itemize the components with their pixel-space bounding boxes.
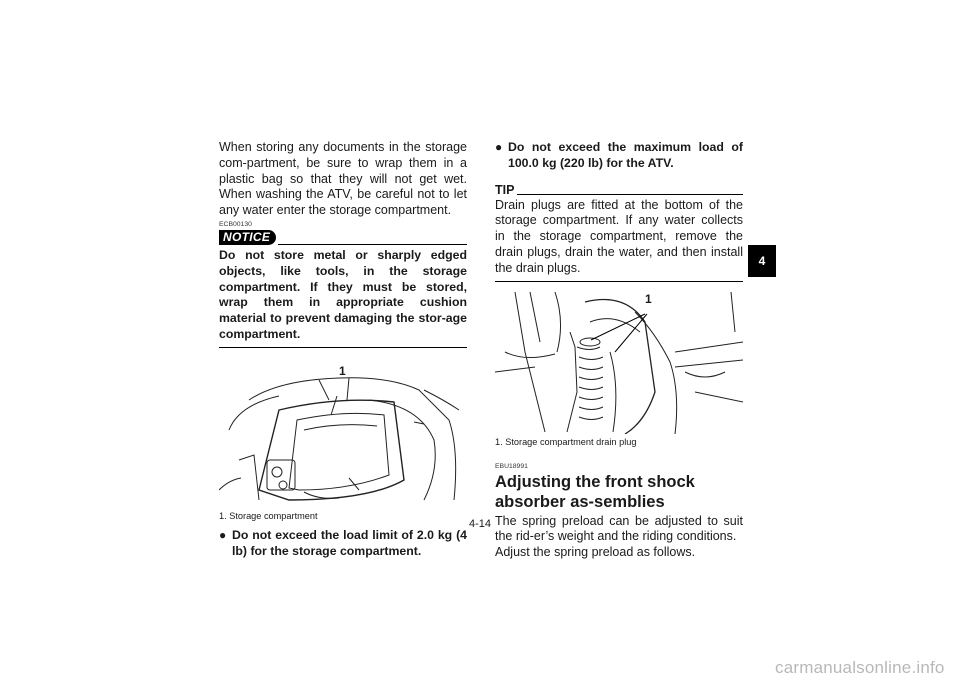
load-limit-text: Do not exceed the load limit of 2.0 kg (4 lb) for the storage compartment. [232,527,467,558]
chapter-tab: 4 [748,245,776,277]
figure-callout-1: 1 [339,363,346,378]
right-column [495,140,743,561]
page-number: 4-14 [468,518,492,530]
notice-rule [278,244,467,245]
figure-caption: 1. Storage compartment [219,510,318,521]
section-title: Adjusting the front shock absorber as-semblies [495,472,695,511]
notice-text: Do not store metal or sharply edged objects, like tools, in the storage compartment. If they must be stored, wrap them in appropriate cushion material to prevent damaging the stor-age compartment. [219,248,467,348]
load-limit-bullet [219,528,467,560]
watermark: carmanualsonline.info [775,658,945,677]
storage-compartment-illustration [219,360,467,508]
tip-rule [517,194,743,195]
bullet-icon: ● [495,140,503,154]
drain-plug-figure [495,292,743,434]
section-paragraph-2: Adjust the spring preload as follows. [495,545,696,560]
notice-code: ECB00130 [219,220,252,228]
figure-callout-1: 1 [645,291,652,306]
tip-label: TIP [495,182,515,197]
tip-header [495,183,743,197]
bullet-icon: ● [219,527,227,542]
notice-badge: NOTICE [219,230,276,245]
intro-paragraph: When storing any documents in the storage com-partment, be sure to wrap them in a plastic bag so that they will not get wet. When washing the ATV, be careful not to let any water enter the storage compartment. [219,140,467,218]
notice-header [219,230,467,245]
section-code: EBU18991 [495,462,528,470]
tip-text: Drain plugs are fitted at the bottom of the storage compartment. If any water collects in the storage compartment, remove the drain plugs, drain the water, and then install the drain plugs. [495,198,743,282]
max-load-text: Do not exceed the maximum load of 100.0 kg (220 lb) for the ATV. [508,140,743,170]
storage-compartment-figure [219,360,467,508]
drain-plug-illustration [495,292,743,434]
max-load-bullet [495,140,743,172]
section-paragraph-1: The spring preload can be adjusted to suit the rid-er’s weight and the riding conditions. [495,513,743,544]
left-column [219,140,467,559]
figure-caption: 1. Storage compartment drain plug [495,436,637,447]
